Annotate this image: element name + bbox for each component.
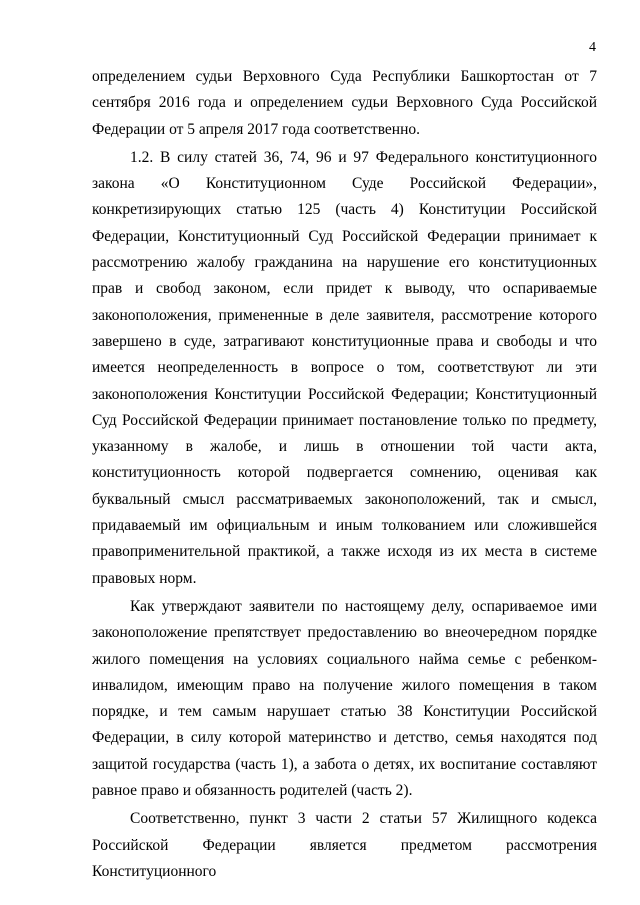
page-number: 4 (589, 40, 596, 55)
paragraph-section-1-2: 1.2. В силу статей 36, 74, 96 и 97 Федерального конституционного закона «О Конституционном Суде Российской Федерации», конкретизирующих статью 125 (часть 4) Конституции Российской Федерации, Конституционный Суд Российской Федерации принимает к рассмотрению жалобу гражданина на нарушение его конституционных прав и свобод законом, если придет к выводу, что оспариваемые законоположения, примененные в деле заявителя, рассмотрение которого завершено в суде, затрагивают конституционные права и свободы и что имеется неопределенность в вопросе о том, соответствуют ли эти законоположения Конституции Российской Федерации; Конституционный Суд Российской Федерации принимает постановление только по предмету, указанному в жалобе, и лишь в отношении той части акта, конституционность которой подвергается сомнению, оценивая как буквальный смысл рассматриваемых законоположений, так и смысл, придаваемый им официальным и иным толкованием или сложившейся правоприменительной практикой, а также исходя из их места в системе правовых норм. (92, 148, 597, 587)
paragraph-subject-of-review: Соответственно, пункт 3 части 2 статьи 57 Жилищного кодекса Российской Федерации является предметом рассмотрения Конституционного (92, 810, 597, 880)
paragraph-applicants-claim: Как утверждают заявители по настоящему делу, оспариваемое ими законоположение препятствует предоставлению во внеочередном порядке жилого помещения на условиях социального найма семье с ребенком-инвалидом, имеющим право на получение жилого помещения в таком порядке, и тем самым нарушает статью 38 Конституции Российской Федерации, в силу которой материнство и детство, семья находятся под защитой государства (часть 1), а забота о детях, их воспитание составляют равное право и обязанность родителей (часть 2). (92, 597, 597, 800)
document-body (92, 64, 597, 885)
paragraph-continuation: определением судьи Верховного Суда Республики Башкортостан от 7 сентября 2016 года и определением судьи Верховного Суда Российской Федерации от 5 апреля 2017 года соответственно. (92, 68, 597, 138)
